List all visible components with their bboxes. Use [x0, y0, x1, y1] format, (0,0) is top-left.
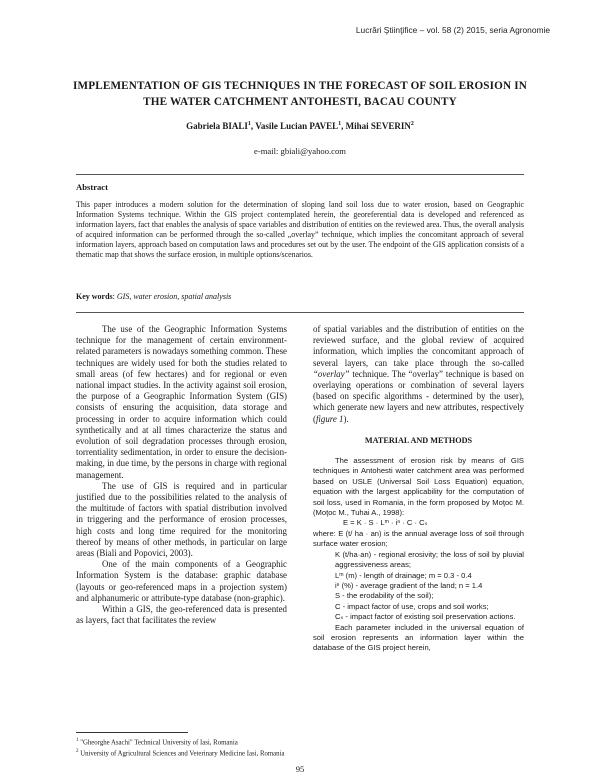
- page-number: 95: [295, 764, 305, 774]
- footnote-mark: 2: [76, 749, 79, 755]
- body-paragraph: Within a GIS, the geo-referenced data is presented as layers, fact that facilitates the review: [76, 604, 287, 626]
- author-separator: ,: [341, 121, 346, 131]
- abstract-top-divider: [76, 174, 524, 175]
- right-column: [313, 324, 524, 654]
- abstract-bottom-divider: [76, 312, 524, 313]
- author-separator: ,: [250, 121, 256, 131]
- author-affiliation-mark: 2: [410, 121, 414, 127]
- author-name: Mihai SEVERIN: [345, 121, 411, 131]
- contact-email: e-mail: gbiali@yahoo.com: [254, 146, 346, 156]
- formula-parameter: Lᵐ (m) - length of drainage; m = 0.3 - 0.4: [335, 570, 472, 580]
- paragraph-text: of spatial variables and the distribution of entities on the reviewed surface, and the global review of acquired information, which implies the concomitant approach of several layers, can take place through the so-called: [313, 324, 524, 368]
- keywords-separator: :: [112, 292, 117, 301]
- keywords-line: [76, 292, 231, 301]
- footnote-divider: [76, 732, 188, 733]
- author-name: Gabriela BIALI: [186, 121, 248, 131]
- body-paragraph: One of the main components of a Geographic Information System is the database: graphic database (layouts or geo-referenced maps in a projection system) and alphanumeric or attribute-type database (non-graphic).: [76, 559, 287, 603]
- figure-reference: figure 1: [315, 413, 344, 424]
- methods-paragraph: The assessment of erosion risk by means of GIS techniques in Antohesti water catchment area was performed based on USLE (Universal Soil Loss Equation) equation, equation with the largest applicability for the computation of soil loss, used in Romania, in the form proposed by Moţoc M. (Moţoc M., Tuhai A., 1998):: [313, 456, 524, 518]
- abstract-text: This paper introduces a modern solution for the determination of sloping land soil loss due to water erosion, based on Geographic Information Systems technique. Within the GIS project contemplated herein, the georeferential data is developed and referenced as information layers, fact that enables the analysis of space variables and distribution of entities on the reviewed area. Thus, the overall analysis of acquired information can be performed through the so-called „overlay” technique, which implies the concomitant approach of several information layers, approach based on computation laws and procedures set out by the user. The endpoint of the GIS application consists of a thematic map that shows the surface erosion, in multiple options/scenarios.: [76, 200, 524, 260]
- paper-title: IMPLEMENTATION OF GIS TECHNIQUES IN THE FORECAST OF SOIL EROSION IN THE WATER CATCHMENT ANTOHESTI, BACAU COUNTY: [73, 80, 527, 108]
- formula-definition: where: E (t/ ha · an) is the annual average loss of soil through surface water erosion;: [313, 528, 524, 549]
- usle-formula: E = K · S · Lᵐ · iⁿ · C · Cₛ: [343, 518, 428, 528]
- section-heading: MATERIAL AND METHODS: [364, 435, 473, 445]
- keywords-values: GIS, water erosion, spatial analysis: [116, 292, 232, 301]
- formula-parameter: Cₛ - impact factor of existing soil preservation actions.: [335, 612, 516, 622]
- footnote-text: "Gheorghe Asachi" Technical University of Iasi, Romania: [80, 739, 238, 747]
- paragraph-text: ).: [343, 413, 349, 424]
- author-affiliation-mark: 1: [247, 121, 251, 127]
- methods-paragraph: Each parameter included in the universal equation of soil erosion represents an information layer within the database of the GIS project herein,: [313, 622, 524, 653]
- author-name: Vasile Lucian PAVEL: [255, 121, 339, 131]
- body-paragraph: The use of the Geographic Information Systems technique for the management of certain environment-related parameters is nowadays something common. These techniques are widely used for both the studies related to small areas (of few hectares) and for regional or even national impact studies. In the activity against soil erosion, the purpose of a Geographic Information System (GIS) consists of ensuring the acquisition, data storage and processing in order to acquire information which could synthetically and at all times characterize the status and evolution of soil degradation processes through erosion, torrentiality sedimentation, in order to ensure the decision-making, in due time, by the persons in charge with regional management.: [76, 324, 287, 480]
- paragraph-text: technique. The “overlay” technique is based on overlaying operations or combination of several layers (based on specific algorithms - determined by the user), which generate new layers and new attributes, respectively (: [313, 368, 524, 424]
- keywords-label: Key words: [76, 292, 113, 301]
- formula-parameter: iⁿ (%) - average gradient of the land; n = 1.4: [335, 580, 483, 590]
- footnote: [76, 747, 524, 758]
- overlay-term: “overlay”: [313, 368, 350, 379]
- formula-parameter: C - impact factor of use, crops and soil works;: [335, 601, 489, 611]
- author-list: [60, 121, 540, 131]
- footnote-mark: 1: [76, 738, 79, 743]
- author-affiliation-mark: 1: [338, 121, 342, 127]
- footnote: [76, 736, 524, 747]
- journal-running-header: Lucrări Ştiinţifice – vol. 58 (2) 2015, seria Agronomie: [355, 25, 550, 35]
- footnote-text: University of Agricultural Sciences and Veterinary Medicine Iasi, Romania: [80, 750, 285, 758]
- left-column: [76, 324, 287, 626]
- formula-parameter: S - the erodability of the soil);: [335, 591, 434, 601]
- body-paragraph: [313, 324, 524, 425]
- footnotes: [76, 736, 524, 759]
- abstract-heading: Abstract: [76, 182, 108, 192]
- methods-text: [313, 456, 524, 654]
- body-paragraph: The use of GIS is required and in particular justified due to the possibilities related to the analysis of the multitude of factors with spatial distribution involved in triggering and the performance of erosion processes, high costs and long time required for the monitoring thereof by means of other methods, in particular on large areas (Biali and Popovici, 2003).: [76, 480, 287, 559]
- formula-parameter: K (t/ha·an) - regional erosivity; the loss of soil by pluvial aggressiveness areas;: [335, 549, 524, 570]
